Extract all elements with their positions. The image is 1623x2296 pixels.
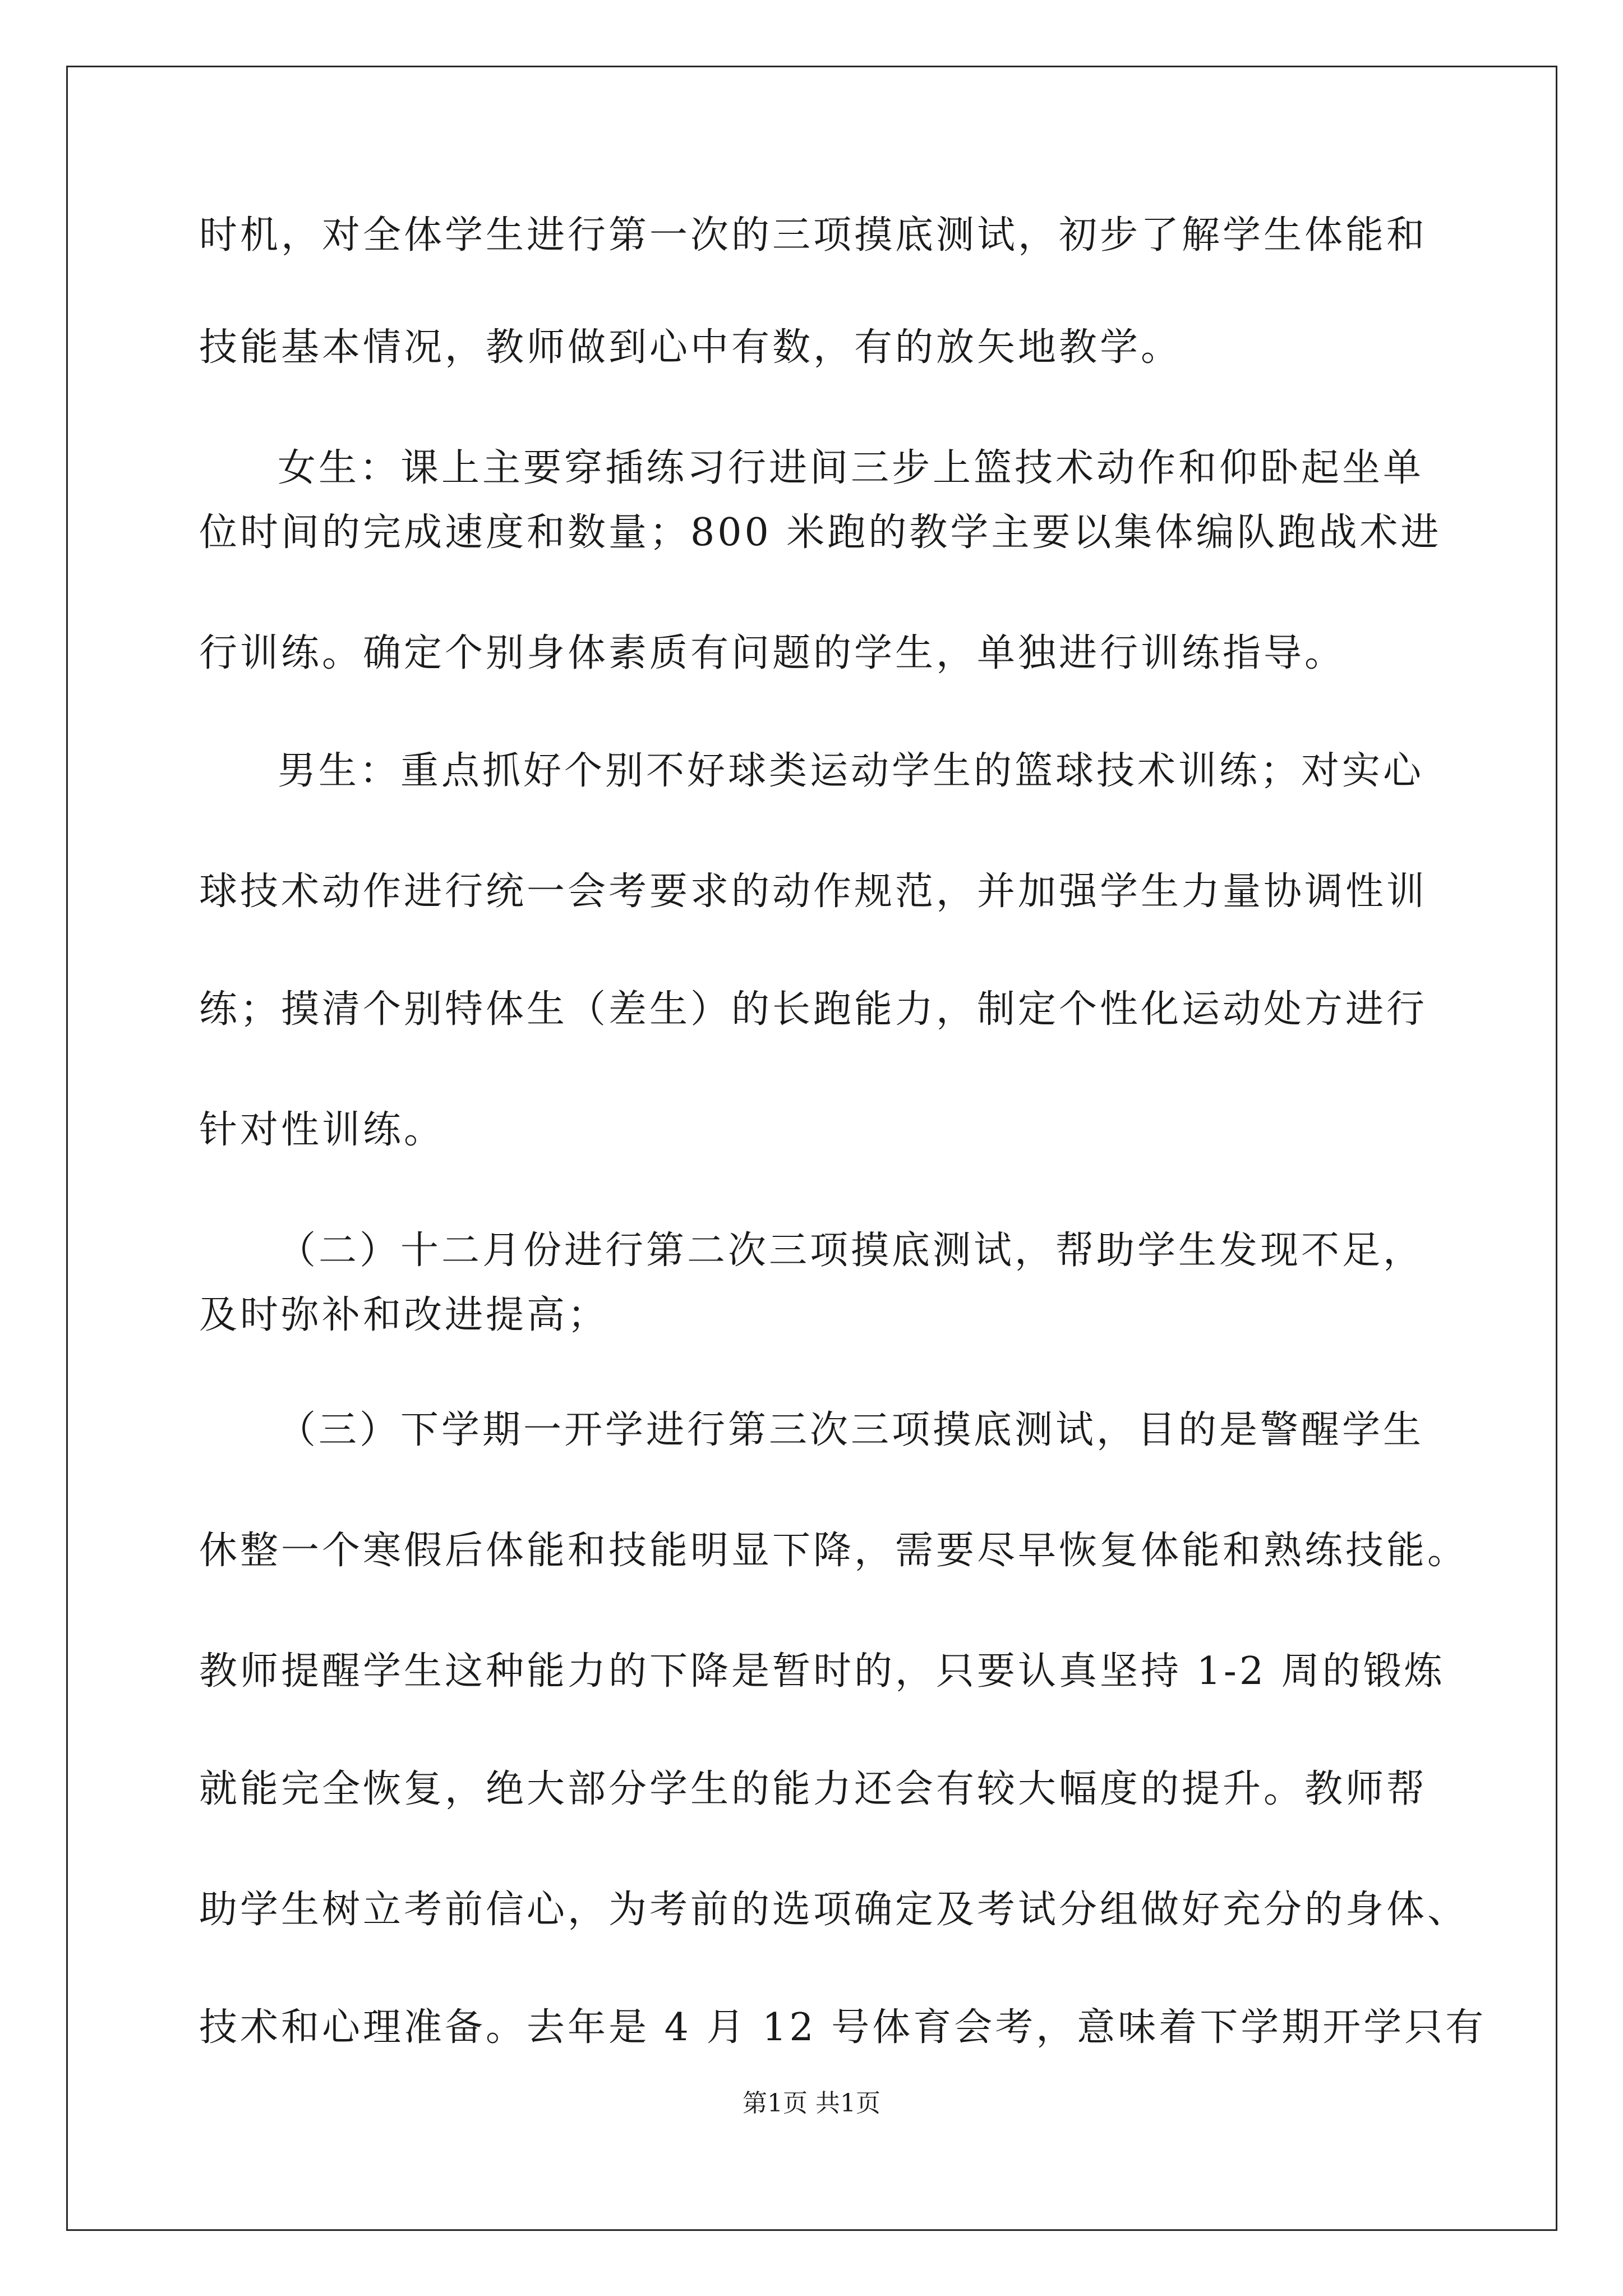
paragraph-line: 练；摸清个别特体生（差生）的长跑能力，制定个性化运动处方进行 xyxy=(199,987,1428,1032)
paragraph-line: 位时间的完成速度和数量；800 米跑的教学主要以集体编队跑战术进 xyxy=(199,510,1442,555)
paragraph-line: 及时弥补和改进提高； xyxy=(199,1293,609,1337)
paragraph-line: 行训练。确定个别身体素质有问题的学生，单独进行训练指导。 xyxy=(199,631,1346,675)
paragraph-line: 就能完全恢复，绝大部分学生的能力还会有较大幅度的提升。教师帮 xyxy=(199,1767,1428,1811)
paragraph-line: 技术和心理准备。去年是 4 月 12 号体育会考，意味着下学期开学只有 xyxy=(199,2005,1487,2050)
paragraph-line: 女生：课上主要穿插练习行进间三步上篮技术动作和仰卧起坐单 xyxy=(278,446,1424,490)
page-footer: 第1页 共1页 xyxy=(743,2089,880,2118)
paragraph-line: （二）十二月份进行第二次三项摸底测试，帮助学生发现不足， xyxy=(278,1228,1424,1273)
paragraph-line: 助学生树立考前信心，为考前的选项确定及考试分组做好充分的身体、 xyxy=(199,1888,1469,1932)
paragraph-line: （三）下学期一开学进行第三次三项摸底测试，目的是警醒学生 xyxy=(278,1408,1424,1452)
paragraph-line: 教师提醒学生这种能力的下降是暂时的，只要认真坚持 1-2 周的锻炼 xyxy=(199,1649,1445,1694)
paragraph-line: 时机，对全体学生进行第一次的三项摸底测试，初步了解学生体能和 xyxy=(199,213,1428,257)
paragraph-line: 男生：重点抓好个别不好球类运动学生的篮球技术训练；对实心 xyxy=(278,749,1424,793)
paragraph-line: 球技术动作进行统一会考要求的动作规范，并加强学生力量协调性训 xyxy=(199,869,1428,914)
paragraph-line: 技能基本情况，教师做到心中有数，有的放矢地教学。 xyxy=(199,325,1182,370)
paragraph-line: 休整一个寒假后体能和技能明显下降，需要尽早恢复体能和熟练技能。 xyxy=(199,1529,1469,1573)
paragraph-line: 针对性训练。 xyxy=(199,1108,445,1152)
